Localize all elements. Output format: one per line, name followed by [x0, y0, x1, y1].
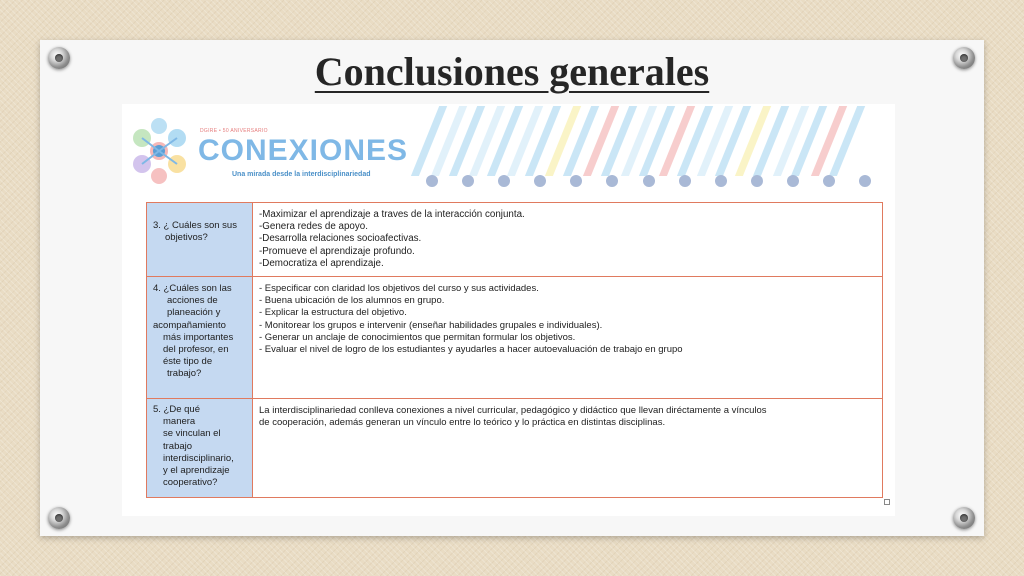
table-row [147, 399, 883, 498]
question-line: trabajo [163, 440, 193, 452]
question-cell [147, 277, 253, 399]
table-row [147, 277, 883, 399]
question-line: cooperativo? [163, 477, 218, 489]
answer-line: La interdisciplinariedad conlleva conexiones a nivel curricular, pedagógico y didáctico que llevan diréctamente a vínculos [259, 405, 767, 416]
question-line: objetivos? [165, 232, 208, 244]
answer-line: -Genera redes de apoyo. [259, 221, 368, 233]
logo-tagline: Una mirada desde la interdisciplinariedad [232, 171, 371, 178]
answer-line: - Monitorear los grupos e intervenir (enseñar habilidades grupales e individuales). [259, 319, 603, 331]
thumbtack-bottom-right-icon [953, 507, 975, 529]
question-line: del profesor, en [163, 344, 229, 356]
logo-wordmark: CONEXIONES [198, 134, 409, 167]
question-line: se vinculan el [163, 428, 221, 440]
answer-line: - Evaluar el nivel de logro de los estudiantes y ayudarles a hacer autoevaluación de trabajo en grupo [259, 344, 683, 356]
answer-line: - Buena ubicación de los alumnos en grupo. [259, 295, 445, 307]
answer-line: -Promueve el aprendizaje profundo. [259, 245, 415, 257]
table-row [147, 203, 883, 277]
question-line: y el aprendizaje [163, 465, 230, 477]
conclusions-table [146, 202, 883, 498]
question-line: manera [163, 416, 196, 428]
answer-line: de cooperación, además generan un vínculo entre lo teórico y lo práctica en distintas disciplinas. [259, 417, 666, 429]
question-cell [147, 203, 253, 277]
conexiones-banner [122, 104, 895, 196]
question-line: planeación y [167, 307, 221, 319]
question-line: más importantes [163, 331, 234, 343]
answer-cell [253, 203, 883, 277]
logo-anniversary-text: DGIRE • 50 ANIVERSARIO [200, 128, 268, 134]
answer-cell [253, 277, 883, 399]
slide-title: Conclusiones generales [314, 49, 710, 94]
answer-line: -Desarrolla relaciones socioafectivas. [259, 233, 422, 245]
question-line: 3. ¿ Cuáles son sus [153, 220, 237, 231]
question-line: interdisciplinario, [163, 452, 234, 464]
thumbtack-bottom-left-icon [48, 507, 70, 529]
question-line: acompañamiento [153, 319, 226, 331]
network-logo-icon [133, 118, 186, 184]
answer-cell [253, 399, 883, 498]
question-cell [147, 399, 253, 498]
answer-line: - Generar un anclaje de conocimientos que permitan formular los objetivos. [259, 331, 576, 343]
question-line: 5. ¿De qué [153, 404, 200, 415]
answer-line: -Maximizar el aprendizaje a traves de la interacción conjunta. [259, 209, 525, 220]
answer-line: - Especificar con claridad los objetivos del curso y sus actividades. [259, 283, 539, 294]
question-line: éste tipo de [163, 356, 213, 368]
resize-handle[interactable] [884, 499, 890, 505]
question-line: trabajo? [167, 368, 202, 380]
decorative-dots [426, 175, 871, 187]
answer-line: - Explicar la estructura del objetivo. [259, 307, 407, 319]
question-line: acciones de [167, 295, 218, 307]
question-line: 4. ¿Cuáles son las [153, 283, 232, 294]
embedded-slide-image [122, 104, 895, 516]
decorative-stripes [411, 106, 865, 176]
answer-line: -Democratiza el aprendizaje. [259, 257, 384, 269]
